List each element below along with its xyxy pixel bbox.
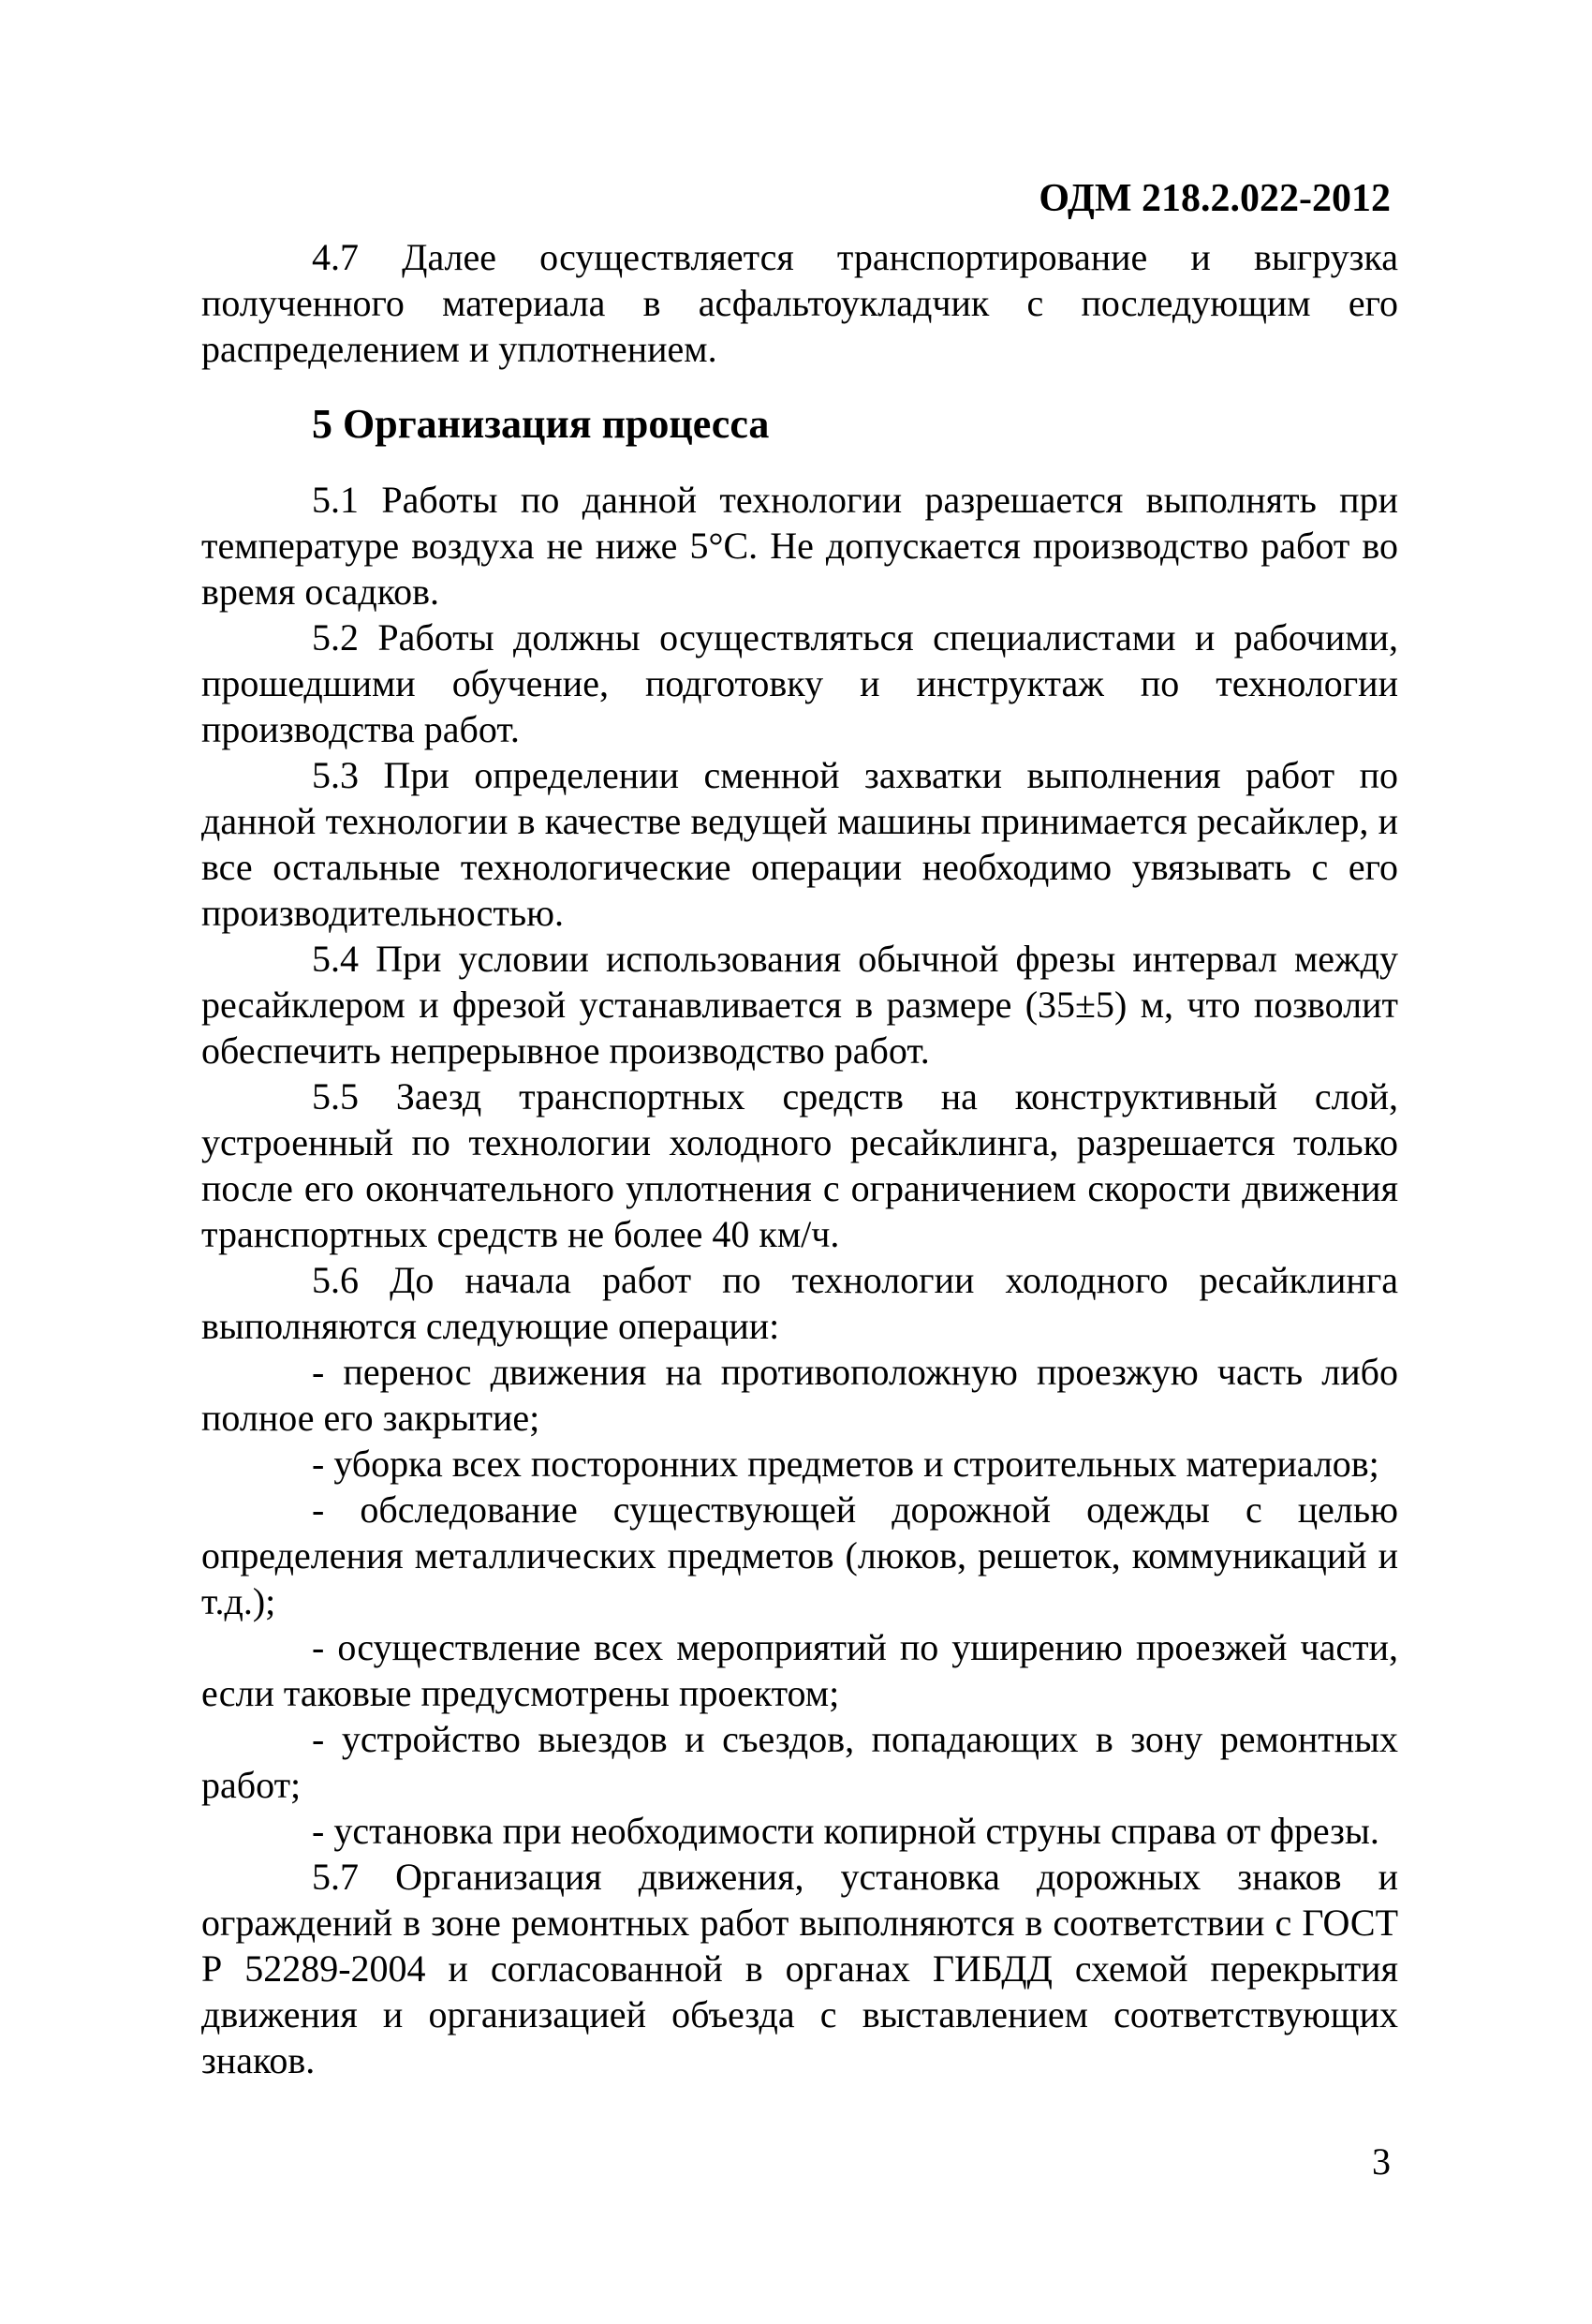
paragraph-5-7: 5.7 Организация движения, установка дорожных знаков и ограждений в зоне ремонтных работ выполняются в соответствии с ГОСТ Р 52289-2004 и согласованной в органах ГИБДД схемой перекрытия движения и организацией объезда с выставлением соответствующих знаков. [201, 1856, 1398, 2081]
list-item: - устройство выездов и съездов, попадающих в зону ремонтных работ; [201, 1718, 1398, 1806]
document-code: ОДМ 218.2.022-2012 [1039, 177, 1391, 220]
list-item: - уборка всех посторонних предметов и строительных материалов; [312, 1443, 1379, 1485]
list-item: - обследование существующей дорожной одежды с целью определения металлических предметов (люков, решеток, коммуникаций и т.д.); [201, 1488, 1398, 1622]
paragraph-4-7: 4.7 Далее осуществляется транспортирование и выгрузка полученного материала в асфальтоукладчик с последующим его распределением и уплотнением. [201, 236, 1398, 370]
list-item: - осуществление всех мероприятий по уширению проезжей части, если таковые предусмотрены проектом; [201, 1626, 1398, 1714]
operations-list [201, 1349, 1398, 1854]
paragraph-5-4: 5.4 При условии использования обычной фрезы интервал между ресайклером и фрезой устанавливается в размере (35±5) м, что позволит обеспечить непрерывное производство работ. [201, 938, 1398, 1072]
list-item: - установка при необходимости копирной струны справа от фрезы. [312, 1810, 1379, 1852]
page-number: 3 [1372, 2140, 1391, 2183]
section-title: 5 Организация процесса [312, 401, 770, 447]
paragraph-5-2: 5.2 Работы должны осуществляться специалистами и рабочими, прошедшими обучение, подготовку и инструктаж по технологии производства работ. [201, 616, 1398, 750]
paragraph-5-6: 5.6 До начала работ по технологии холодного ресайклинга выполняются следующие операции: [201, 1259, 1398, 1347]
page-content [201, 234, 1398, 2083]
paragraph-5-5: 5.5 Заезд транспортных средств на конструктивный слой, устроенный по технологии холодного ресайклинга, разрешается только после его окончательного уплотнения с ограничением скорости движения транспортных средств не более 40 км/ч. [201, 1075, 1398, 1255]
paragraph-5-3: 5.3 При определении сменной захватки выполнения работ по данной технологии в качестве ведущей машины принимается ресайклер, и все остальные технологические операции необходимо увязывать с его производительностью. [201, 754, 1398, 934]
paragraph-5-1: 5.1 Работы по данной технологии разрешается выполнять при температуре воздуха не ниже 5°С. Не допускается производство работ во время осадков. [201, 479, 1398, 613]
list-item: - перенос движения на противоположную проезжую часть либо полное его закрытие; [201, 1351, 1398, 1439]
